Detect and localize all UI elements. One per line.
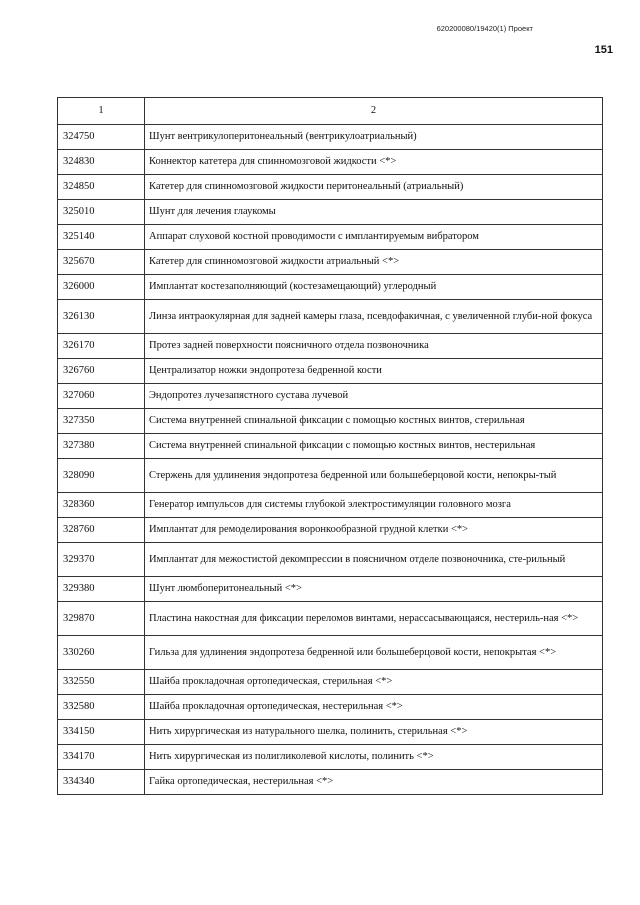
table-row — [58, 670, 603, 695]
device-name-cell: Эндопротез лучезапястного сустава лучевой — [145, 384, 603, 409]
device-code-cell: 329370 — [58, 543, 145, 577]
device-code-cell: 324750 — [58, 125, 145, 150]
table-row — [58, 493, 603, 518]
table-row — [58, 543, 603, 577]
table-row — [58, 200, 603, 225]
table-row — [58, 434, 603, 459]
table-row — [58, 175, 603, 200]
device-name-cell: Шунт люмбоперитонеальный <*> — [145, 577, 603, 602]
table-row — [58, 770, 603, 795]
device-code-cell: 327380 — [58, 434, 145, 459]
table-row — [58, 300, 603, 334]
table-row — [58, 636, 603, 670]
column-header-1: 1 — [58, 98, 145, 125]
device-name-cell: Шайба прокладочная ортопедическая, стерильная <*> — [145, 670, 603, 695]
device-name-cell: Гильза для удлинения эндопротеза бедренной или большеберцовой кости, непокрытая <*> — [145, 636, 603, 670]
device-code-cell: 332580 — [58, 695, 145, 720]
device-name-cell: Нить хирургическая из полигликолевой кислоты, полинить <*> — [145, 745, 603, 770]
table-row — [58, 334, 603, 359]
device-name-cell: Имплантат костезаполняющий (костезамещающий) углеродный — [145, 275, 603, 300]
device-code-cell: 328760 — [58, 518, 145, 543]
device-code-cell: 325140 — [58, 225, 145, 250]
device-name-cell: Шунт для лечения глаукомы — [145, 200, 603, 225]
page-number: 151 — [594, 44, 613, 56]
device-name-cell: Гайка ортопедическая, нестерильная <*> — [145, 770, 603, 795]
device-name-cell: Шунт вентрикулоперитонеальный (вентрикулоатриальный) — [145, 125, 603, 150]
device-code-cell: 324830 — [58, 150, 145, 175]
device-code-cell: 334170 — [58, 745, 145, 770]
table-row — [58, 745, 603, 770]
table-row — [58, 459, 603, 493]
device-code-cell: 326130 — [58, 300, 145, 334]
table-row — [58, 384, 603, 409]
device-code-cell: 330260 — [58, 636, 145, 670]
device-name-cell: Нить хирургическая из натурального шелка, полинить, стерильная <*> — [145, 720, 603, 745]
table-row — [58, 602, 603, 636]
document-id: 620200080/19420(1) Проект — [436, 24, 533, 33]
device-name-cell: Система внутренней спинальной фиксации с помощью костных винтов, стерильная — [145, 409, 603, 434]
device-code-cell: 325670 — [58, 250, 145, 275]
device-code-cell: 327060 — [58, 384, 145, 409]
table-row — [58, 275, 603, 300]
table-header-row — [58, 98, 603, 125]
device-name-cell: Коннектор катетера для спинномозговой жидкости <*> — [145, 150, 603, 175]
device-code-cell: 334150 — [58, 720, 145, 745]
device-name-cell: Генератор импульсов для системы глубокой электростимуляции головного мозга — [145, 493, 603, 518]
device-name-cell: Линза интраокулярная для задней камеры глаза, псевдофакичная, с увеличенной глуби-ной фокуса — [145, 300, 603, 334]
device-code-cell: 329380 — [58, 577, 145, 602]
device-code-cell: 328360 — [58, 493, 145, 518]
device-name-cell: Имплантат для межостистой декомпрессии в поясничном отделе позвоночника, сте-рильный — [145, 543, 603, 577]
device-name-cell: Катетер для спинномозговой жидкости атриальный <*> — [145, 250, 603, 275]
table-row — [58, 250, 603, 275]
device-code-cell: 327350 — [58, 409, 145, 434]
device-name-cell: Аппарат слуховой костной проводимости с имплантируемым вибратором — [145, 225, 603, 250]
table-row — [58, 577, 603, 602]
device-code-cell: 325010 — [58, 200, 145, 225]
table-row — [58, 125, 603, 150]
device-name-cell: Пластина накостная для фиксации переломов винтами, нерассасывающаяся, нестериль-ная <*> — [145, 602, 603, 636]
device-name-cell: Катетер для спинномозговой жидкости перитонеальный (атриальный) — [145, 175, 603, 200]
medical-devices-table — [57, 97, 603, 795]
device-code-cell: 332550 — [58, 670, 145, 695]
table-row — [58, 150, 603, 175]
device-code-cell: 326170 — [58, 334, 145, 359]
device-code-cell: 334340 — [58, 770, 145, 795]
table-body — [58, 125, 603, 795]
device-name-cell: Имплантат для ремоделирования воронкообразной грудной клетки <*> — [145, 518, 603, 543]
device-code-cell: 324850 — [58, 175, 145, 200]
column-header-2: 2 — [145, 98, 603, 125]
device-name-cell: Протез задней поверхности поясничного отдела позвоночника — [145, 334, 603, 359]
device-name-cell: Система внутренней спинальной фиксации с помощью костных винтов, нестерильная — [145, 434, 603, 459]
device-code-cell: 326000 — [58, 275, 145, 300]
table-row — [58, 359, 603, 384]
device-name-cell: Стержень для удлинения эндопротеза бедренной или большеберцовой кости, непокры-тый — [145, 459, 603, 493]
table-row — [58, 518, 603, 543]
table-row — [58, 225, 603, 250]
device-code-cell: 326760 — [58, 359, 145, 384]
device-code-cell: 328090 — [58, 459, 145, 493]
device-name-cell: Шайба прокладочная ортопедическая, нестерильная <*> — [145, 695, 603, 720]
table-row — [58, 695, 603, 720]
device-code-cell: 329870 — [58, 602, 145, 636]
table-row — [58, 409, 603, 434]
table-row — [58, 720, 603, 745]
device-name-cell: Централизатор ножки эндопротеза бедренной кости — [145, 359, 603, 384]
